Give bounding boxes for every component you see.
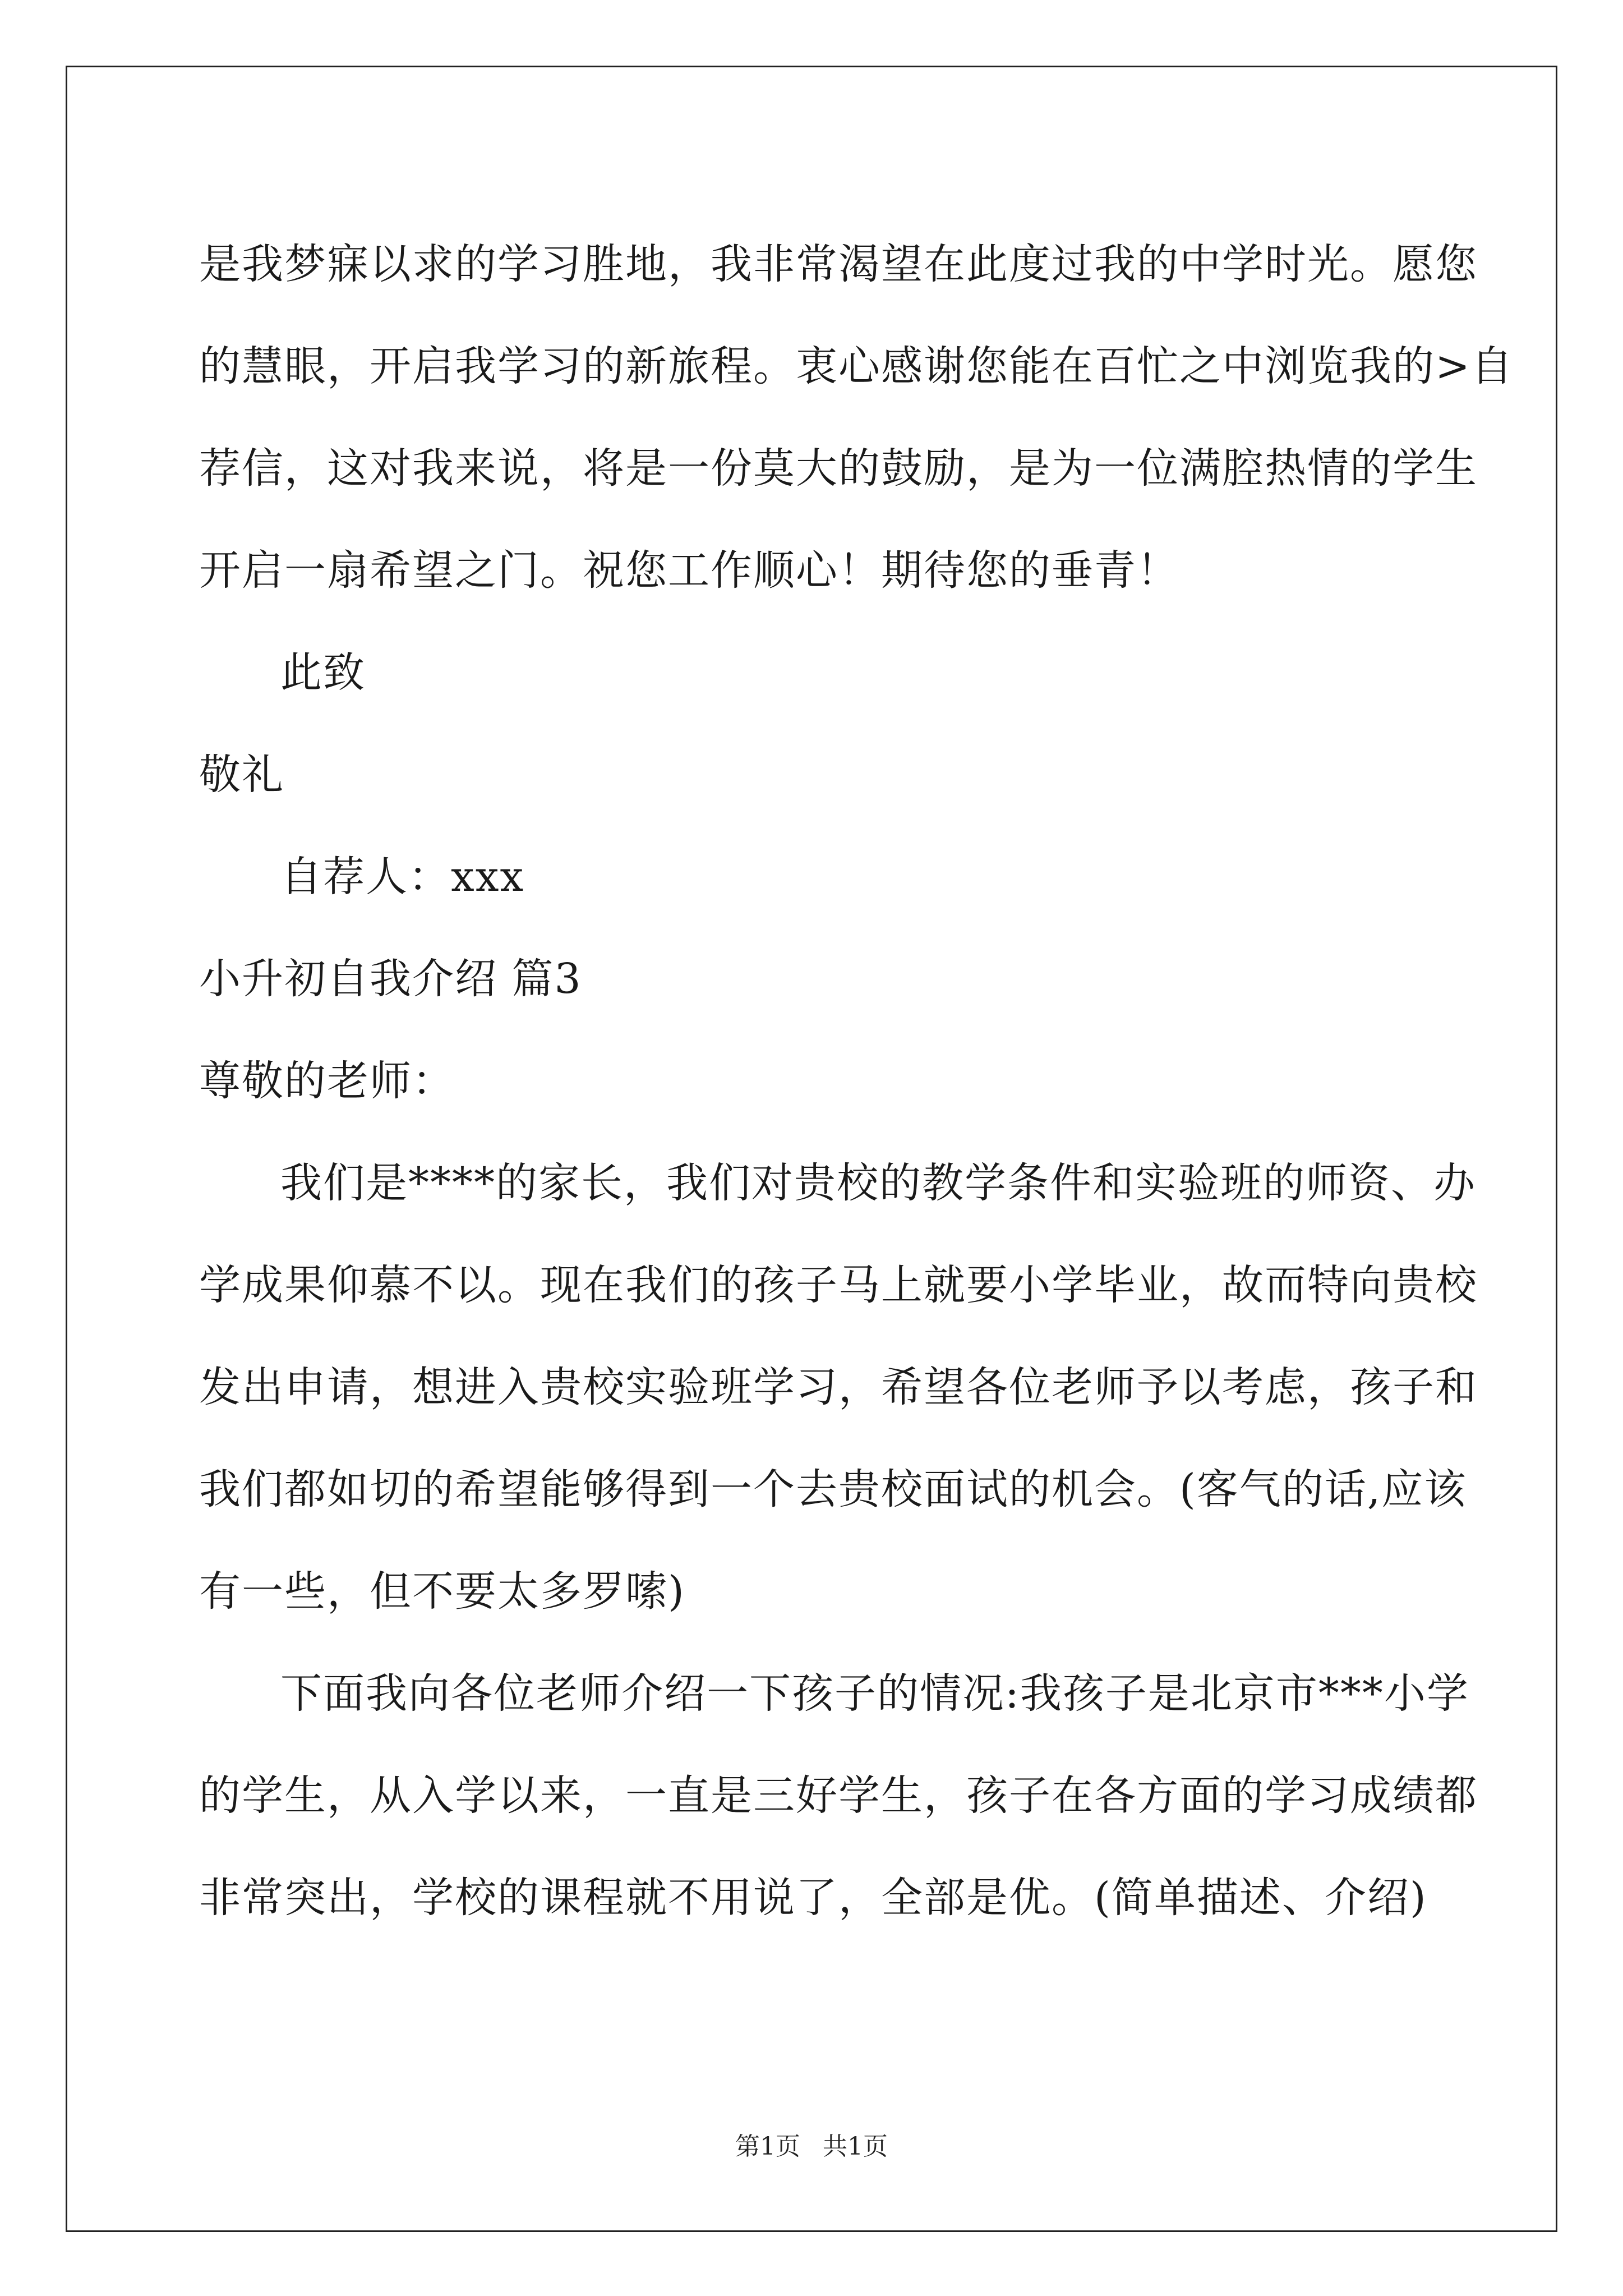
paragraph-2-line-4: 我们都如切的希望能够得到一个去贵校面试的机会。(客气的话,应该 [199, 1465, 1467, 1513]
paragraph-1-line-1: 是我梦寐以求的学习胜地，我非常渴望在此度过我的中学时光。愿您 [199, 240, 1478, 288]
paragraph-1-line-3: 荐信，这对我来说，将是一份莫大的鼓励，是为一位满腔热情的学生 [199, 444, 1478, 493]
paragraph-3-line-3: 非常突出，学校的课程就不用说了，全部是优。(简单描述、介绍) [199, 1874, 1427, 1922]
section-title: 小升初自我介绍 篇3 [199, 955, 582, 1003]
signature: 自荐人：xxx [280, 853, 525, 901]
paragraph-3-line-1: 下面我向各位老师介绍一下孩子的情况:我孩子是北京市***小学 [280, 1669, 1469, 1718]
closing-regards: 敬礼 [199, 751, 284, 799]
paragraph-2-line-3: 发出申请，想进入贵校实验班学习，希望各位老师予以考虑，孩子和 [199, 1363, 1478, 1411]
paragraph-1-line-4: 开启一扇希望之门。祝您工作顺心！期待您的垂青！ [199, 546, 1179, 595]
paragraph-3-line-2: 的学生，从入学以来，一直是三好学生，孩子在各方面的学习成绩都 [199, 1772, 1478, 1820]
document-body [199, 213, 1514, 1949]
closing-greeting: 此致 [280, 648, 366, 697]
page-total: 共1页 [823, 2132, 888, 2161]
paragraph-2-line-2: 学成果仰慕不以。现在我们的孩子马上就要小学毕业，故而特向贵校 [199, 1261, 1478, 1309]
page-footer [0, 2126, 1623, 2162]
salutation: 尊敬的老师： [199, 1057, 455, 1105]
paragraph-1-line-2: 的慧眼，开启我学习的新旅程。衷心感谢您能在百忙之中浏览我的>自 [199, 342, 1514, 390]
paragraph-2-line-5: 有一些，但不要太多罗嗦) [199, 1567, 685, 1616]
page-number: 第1页 [735, 2132, 800, 2161]
paragraph-2-line-1: 我们是****的家长，我们对贵校的教学条件和实验班的师资、办 [280, 1159, 1476, 1207]
